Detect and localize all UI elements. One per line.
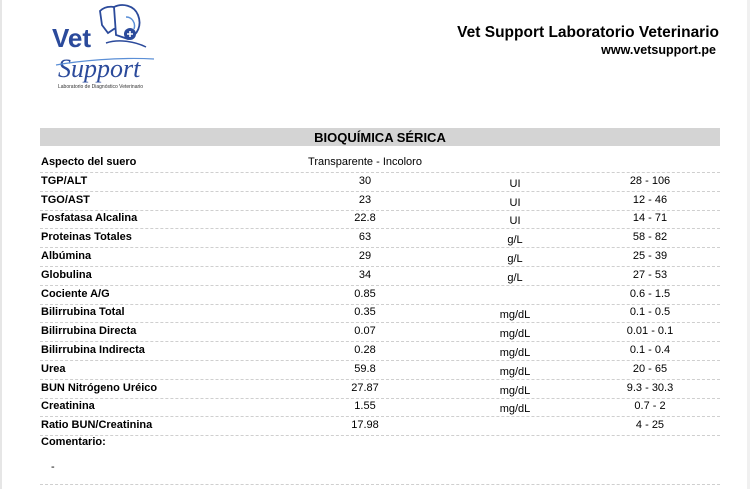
result-reference-range: 4 - 25 <box>635 419 665 432</box>
result-value: 29 <box>358 250 372 262</box>
result-value: 27.87 <box>351 381 379 394</box>
result-name: BUN Nitrógeno Uréico <box>41 381 158 394</box>
result-name: Aspecto del suero <box>41 156 137 168</box>
logo-word-vet: Vet <box>52 23 92 53</box>
result-unit: mg/dL <box>499 384 531 397</box>
result-reference-range: 20 - 65 <box>632 362 668 375</box>
table-row <box>40 153 720 173</box>
result-unit: mg/dL <box>499 347 531 359</box>
bottom-divider <box>40 484 720 485</box>
table-row <box>40 397 720 417</box>
section-title-bar: BIOQUÍMICA SÉRICA <box>40 128 720 146</box>
result-value: 63 <box>358 231 372 244</box>
table-row <box>40 379 720 399</box>
result-value: 0.07 <box>354 325 376 338</box>
lab-website[interactable]: www.vetsupport.pe <box>601 43 716 57</box>
result-value: 34 <box>358 268 372 281</box>
table-row <box>40 209 720 229</box>
result-value: 59.8 <box>354 362 376 375</box>
result-unit: UI <box>509 196 521 209</box>
result-reference-range: 28 - 106 <box>629 174 671 187</box>
table-row <box>40 172 720 192</box>
result-unit: g/L <box>507 271 523 284</box>
result-name: Albúmina <box>41 250 92 262</box>
result-value: 1.55 <box>354 400 376 413</box>
logo-caption: Laboratorio de Diagnóstico Veterinario <box>58 84 144 90</box>
result-unit: g/L <box>507 234 523 247</box>
result-name: Ratio BUN/Creatinina <box>41 419 153 432</box>
table-row <box>40 285 720 305</box>
table-row <box>40 416 720 436</box>
result-reference-range: 0.1 - 0.4 <box>629 344 671 356</box>
result-value: 0.35 <box>354 306 376 319</box>
lab-name: Vet Support Laboratorio Veterinario <box>457 24 719 41</box>
result-unit: mg/dL <box>499 365 531 378</box>
result-unit: mg/dL <box>499 403 531 416</box>
result-name: Bilirrubina Directa <box>41 325 137 338</box>
table-row <box>40 303 720 323</box>
table-row <box>40 247 720 267</box>
logo-graphic <box>48 3 160 88</box>
table-row <box>40 360 720 380</box>
result-name: Proteinas Totales <box>41 231 132 244</box>
result-name: Urea <box>41 362 66 375</box>
comment-label: Comentario: <box>41 436 106 448</box>
result-unit: mg/dL <box>499 309 531 322</box>
result-reference-range: 0.1 - 0.5 <box>629 306 671 319</box>
page-edge-left <box>0 0 2 489</box>
result-name: Fosfatasa Alcalina <box>41 212 138 225</box>
table-row <box>40 191 720 211</box>
result-reference-range: 14 - 71 <box>632 212 668 225</box>
result-unit: mg/dL <box>499 328 531 341</box>
result-name: Globulina <box>41 268 92 281</box>
result-reference-range: 0.6 - 1.5 <box>629 287 671 300</box>
result-reference-range: 12 - 46 <box>632 193 668 206</box>
table-row <box>40 266 720 286</box>
result-value: Transparente - Incoloro <box>308 156 422 168</box>
result-name: Bilirrubina Total <box>41 306 125 319</box>
result-reference-range: 27 - 53 <box>632 268 668 281</box>
result-name: TGO/AST <box>41 193 90 206</box>
result-reference-range: 9.3 - 30.3 <box>626 381 674 394</box>
result-value: 30 <box>358 174 372 187</box>
result-reference-range: 0.7 - 2 <box>634 400 666 413</box>
result-reference-range: 25 - 39 <box>632 250 668 262</box>
table-row <box>40 322 720 342</box>
result-unit: g/L <box>507 253 523 265</box>
result-name: Creatinina <box>41 400 95 413</box>
vet-support-logo <box>48 3 160 95</box>
result-value: 23 <box>358 193 372 206</box>
result-unit: UI <box>509 177 521 190</box>
result-name: Cociente A/G <box>41 287 110 300</box>
result-reference-range: 0.01 - 0.1 <box>626 325 674 338</box>
result-unit: UI <box>509 215 521 228</box>
result-name: TGP/ALT <box>41 174 88 187</box>
table-row <box>40 228 720 248</box>
comment-text: - <box>51 461 55 473</box>
result-value: 22.8 <box>354 212 376 225</box>
result-reference-range: 58 - 82 <box>632 231 668 244</box>
logo-word-support: Support <box>58 54 141 83</box>
table-row <box>40 341 720 361</box>
result-value: 17.98 <box>351 419 379 432</box>
result-value: 0.28 <box>354 344 376 356</box>
result-name: Bilirrubina Indirecta <box>41 344 145 356</box>
result-value: 0.85 <box>354 287 376 300</box>
